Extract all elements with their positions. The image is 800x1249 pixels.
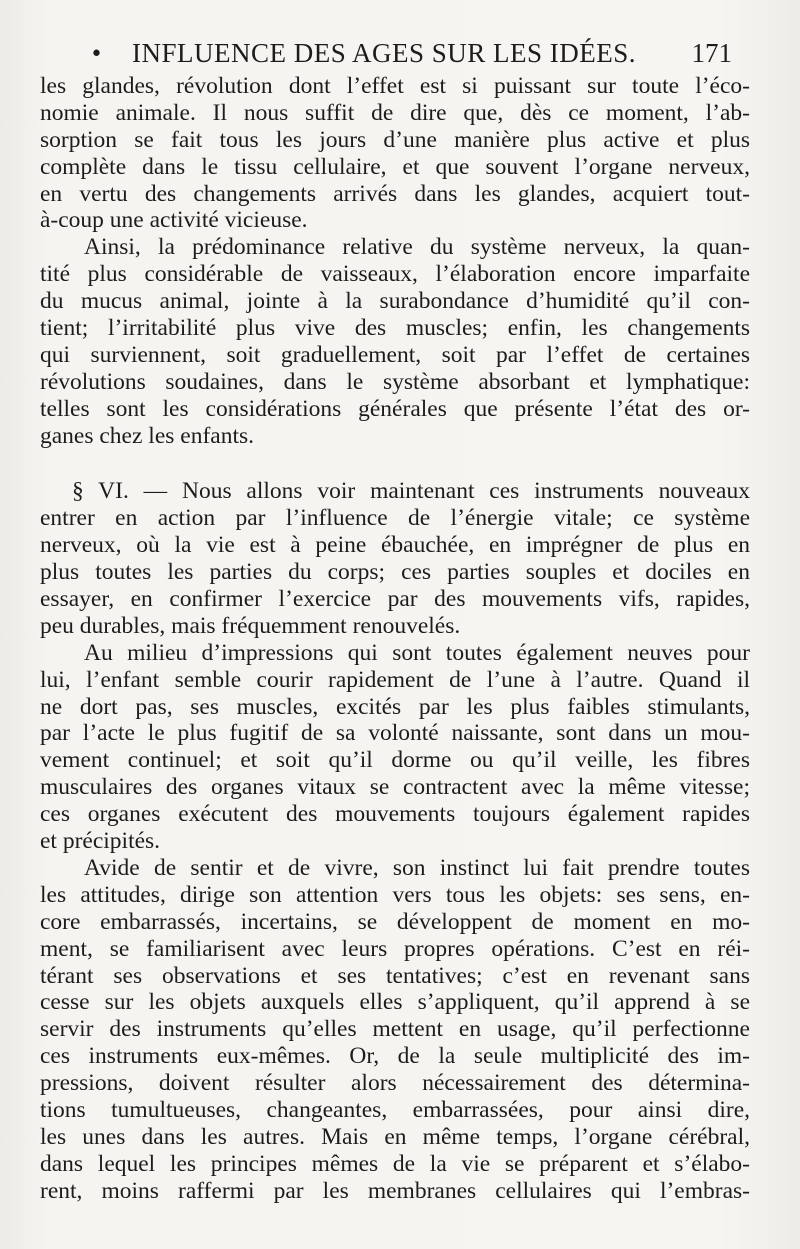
- text-line: nomie animale. Il nous suffit de dire que, dès ce moment, l’ab-: [40, 99, 750, 126]
- text-line: ces organes exécutent des mouvements toujours également rapides: [40, 801, 750, 828]
- text-line: entrer en action par l’influence de l’énergie vitale; ce système: [40, 505, 750, 532]
- text-line: ment, se familiarisent avec leurs propres opérations. C’est en réi-: [40, 935, 750, 962]
- running-title: INFLUENCE DES AGES SUR LES IDÉES.: [132, 38, 637, 68]
- text-line: les attitudes, dirige son attention vers tous les objets: ses sens, en-: [40, 881, 750, 908]
- text-line: Ainsi, la prédominance relative du système nerveux, la quan-: [84, 234, 750, 261]
- text-line: pressions, doivent résulter alors nécessairement des détermina-: [40, 1070, 750, 1097]
- text-line: tité plus considérable de vaisseaux, l’élaboration encore imparfaite: [40, 261, 750, 288]
- text-line: et précipités.: [40, 828, 161, 855]
- text-line: térant ses observations et ses tentatives; c’est en revenant sans: [40, 962, 750, 989]
- section-gap: [40, 449, 750, 478]
- text-line: Au milieu d’impressions qui sont toutes également neuves pour: [84, 639, 750, 666]
- text-line: du mucus animal, jointe à la surabondance d’humidité qu’il con-: [40, 288, 750, 315]
- text-line: tions tumultueuses, changeantes, embarrassées, pour ainsi dire,: [40, 1096, 750, 1123]
- text-line: servir des instruments qu’elles mettent en usage, qu’il perfectionne: [40, 1016, 750, 1043]
- text-line: core embarrassés, incertains, se développent de moment en mo-: [40, 908, 750, 935]
- text-line: sorption se fait tous les jours d’une manière plus active et plus: [40, 126, 750, 153]
- text-line: les unes dans les autres. Mais en même temps, l’organe cérébral,: [40, 1123, 750, 1150]
- text-line: musculaires des organes vitaux se contractent avec la même vitesse;: [40, 774, 750, 801]
- text-line: vement continuel; et soit qu’il dorme ou qu’il veille, les fibres: [40, 747, 750, 774]
- running-header: [82, 38, 732, 72]
- text-line: révolutions soudaines, dans le système absorbant et lymphatique:: [40, 368, 750, 395]
- text-line: les glandes, révolution dont l’effet est si puissant sur toute l’éco-: [40, 73, 750, 99]
- text-line: dans lequel les principes mêmes de la vie se préparent et s’élabo-: [40, 1150, 750, 1177]
- text-line: en vertu des changements arrivés dans les glandes, acquiert tout-: [40, 180, 750, 207]
- section-heading-line: § VI. — Nous allons voir maintenant ces instruments nouveaux: [72, 478, 750, 505]
- text-line: peu durables, mais fréquemment renouvelés.: [40, 612, 461, 639]
- text-line: par l’acte le plus fugitif de sa volonté naissante, sont dans un mou-: [40, 720, 750, 747]
- text-line: qui surviennent, soit graduellement, soit par l’effet de certaines: [40, 341, 750, 368]
- text-line: nerveux, où la vie est à peine ébauchée, en imprégner de plus en: [40, 532, 750, 559]
- text-line: lui, l’enfant semble courir rapidement de l’une à l’autre. Quand il: [40, 666, 750, 693]
- text-line: tient; l’irritabilité plus vive des muscles; enfin, les changements: [40, 315, 750, 342]
- text-line: Avide de sentir et de vivre, son instinct lui fait prendre toutes: [84, 854, 750, 881]
- text-line: plus toutes les parties du corps; ces parties souples et dociles en: [40, 559, 750, 586]
- body-text: [40, 73, 750, 1205]
- text-line: telles sont les considérations générales que présente l’état des or-: [40, 395, 750, 422]
- text-line: essayer, en confirmer l’exercice par des mouvements vifs, rapides,: [40, 586, 750, 613]
- text-line: rent, moins raffermi par les membranes cellulaires qui l’embras-: [40, 1177, 750, 1204]
- text-line: à-coup une activité vicieuse.: [40, 207, 308, 234]
- page-number: 171: [691, 38, 732, 68]
- text-line: ganes chez les enfants.: [40, 422, 255, 449]
- header-bullet: •: [90, 42, 103, 67]
- text-line: ces instruments eux-mêmes. Or, de la seule multiplicité des im-: [40, 1043, 750, 1070]
- text-line: cesse sur les objets auxquels elles s’appliquent, qu’il apprend à se: [40, 989, 750, 1016]
- text-line: complète dans le tissu cellulaire, et que souvent l’organe nerveux,: [40, 153, 750, 180]
- text-line: ne dort pas, ses muscles, excités par les plus faibles stimulants,: [40, 693, 750, 720]
